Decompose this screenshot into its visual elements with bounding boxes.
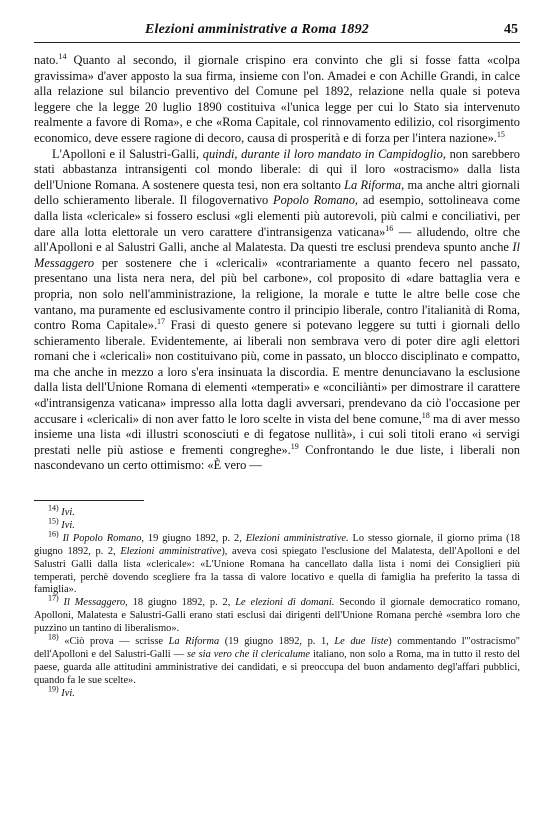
text-run: — alludendo, oltre che all'Apolloni e al Salustri Galli, anche al Malatesta. Da questi tre esclusi prendeva spunto anche (34, 224, 521, 255)
page-number: 45 (504, 22, 518, 37)
text-run-italic: La Riforma (168, 636, 220, 648)
text-run-italic: Ivi. (61, 507, 75, 519)
text-run-italic: quindi, durante il loro mandato in Campidoglio, (202, 146, 446, 161)
text-run: italiano, non solo a Roma, ma in tutto il resto del paese, guarda alle attitudini amministrative dei candidati, e si preoccupa del buon andamento degl'affari pubblici, quando fa le sue scelte». (34, 649, 521, 686)
footnote-number: 15) (48, 516, 59, 526)
text-run: L'Apolloni e il Salustri-Galli, (52, 146, 203, 161)
text-run: ) commentando l'"ostracismo" dell'Apolloni e del Salustri-Galli — (34, 636, 521, 660)
footnote-ref: 19 (290, 441, 299, 451)
text-run-italic: Le due liste (334, 636, 389, 648)
text-run-italic: Popolo Romano, (273, 193, 358, 208)
text-run: ), aveva così spiegato l'esclusione del Malatesta, dell'Apolloni e del Salustri Galli dalla lista «clericale»: «L'Unione Romana ha cancellato dalla lista i nomi dei Consiglieri più temperati, perchè dovendo scegliere fra la tassa di valore locativo e quella di famiglia ha preferito la tassa di famiglia». (34, 545, 520, 596)
running-head (34, 22, 520, 43)
footnote-number: 16) (48, 529, 59, 539)
footnote (34, 503, 520, 520)
text-run: «Ciò prova — scrisse (64, 636, 169, 648)
footnote-ref: 16 (385, 223, 394, 233)
footnote-ref: 18 (421, 410, 430, 420)
footnotes (34, 503, 521, 701)
text-run: Confrontando le due liste, i liberali non nascondevano un certo ottimismo: «È vero — (34, 442, 520, 473)
text-run: 18 giugno 1892, p. 2, (127, 597, 236, 609)
text-run-italic: Ivi. (61, 519, 75, 531)
text-run: 19 giugno 1892, p. 2, (144, 532, 246, 544)
footnote-ref: 14 (58, 51, 67, 61)
text-run-italic: Il Popolo Romano, (62, 532, 145, 544)
footnote-number: 14) (48, 503, 59, 513)
text-run: ma anche altri giornali dello schieramento liberale. Il filogovernativo (34, 177, 520, 208)
text-run: Frasi di questo genere si potevano leggere su tutti i giornali dello schieramento liberale. Evidentemente, ai liberali non sembrava vero di poter dire agli elettori romani che i «clericali» non costituivano più, come in passato, un blocco disciplinato e compatto, ma che anche in mezzo a loro s'era insinuata la discordia. E mentre denunciavano la esclusione dalla lista dell'Unione Romana di elementi «temperati» e «conciliànti» per dimostrare il carattere «d'intransigenza vaticana» impresso alla lotta dagli avversari, prendevano da ciò l'occasione per accusare i «clericali» di non aver fatto le loro scelte in vista del bene comune, (34, 318, 520, 426)
paragraph (34, 147, 520, 474)
text-run: ma di aver messo insieme una lista «di illustri sconosciuti e di fegatose nullità», i cui soli titoli erano «i servigi prestati nelle più astiose e frementi congreghe». (34, 411, 521, 457)
running-title: Elezioni amministrative a Roma 1892 (144, 22, 370, 37)
footnote-divider (34, 500, 144, 501)
footnote-ref: 15 (496, 129, 505, 139)
footnote-ref: 17 (157, 316, 166, 326)
footnote (34, 684, 520, 701)
footnote (34, 593, 520, 636)
footnote (34, 516, 520, 533)
footnote (34, 632, 521, 688)
text-run: Lo stesso giornale, il giorno prima (18 giugno 1892, p. 2, (34, 532, 520, 557)
footnote-number: 17) (48, 593, 59, 603)
text-run-italic: Il Messaggero, (63, 597, 128, 609)
text-run: Quanto al secondo, il giornale crispino era convinto che gli si fosse fatta «colpa gravissima» d'aver apposto la sua firma, insieme con l'on. Amadei e con Achille Grandi, in calce alla relazione sul bilancio preventivo del Comune pel 1892, relazione nella quale si poteva leggere che la legge 20 luglio 1890 costituiva «l'unica legge per cui lo Stato sia intervenuto realmente a favore di Roma», e che «Roma Capitale, col rinnovamento edilizio, col risorgimento economico, deve essere ragione di decoro, causa di prosperità e di forza per l'intera nazione». (34, 53, 520, 145)
text-run: ad esempio, sottolineava come dalla lista «clericale» si fossero esclusi «gli elementi più autorevoli, più calmi e conciliativi, per dare alla lotta elettorale un vero carattere d'intransigenza vaticana» (34, 193, 520, 239)
text-run: Secondo il giornale democratico romano, Apolloni, Malatesta e Salustri-Galli erano stati esclusi dai dirigenti dell'Unione Romana perchè «sembra loro che puzzino un tantino di liberalismo». (34, 597, 520, 635)
text-run: nato. (34, 53, 59, 67)
text-run-italic: Ivi. (61, 687, 75, 699)
text-run-italic: Il Messaggero (34, 240, 520, 270)
text-run-italic: Le elezioni di domani. (235, 597, 335, 609)
text-run-italic: La Riforma, (344, 177, 405, 192)
text-run-italic: Elezioni amministrative (120, 545, 222, 557)
text-run: non sarebbero stati abbastanza intransigenti col mondo liberale: di qui il loro «ostracismo» dalla lista dell'Unione Romana. A sostenere questa tesi, non era soltanto (34, 146, 520, 192)
footnote (34, 529, 520, 598)
main-text (34, 53, 520, 474)
footnote-number: 19) (48, 684, 59, 694)
text-run: (19 giugno 1892, p. 1, (219, 636, 335, 648)
text-run: per sostenere che i «clericali» «contrariamente a quanto fecero nel passato, presentano una lista nera nera, del più bel carbone», col proposito di «dare battaglia vera e propria, non solo nell'amministrazione, la religione, la morale e tutte le altre belle cose che vantano, ma puramente ed esclusivamente contro il principio liberale, contro l'italianità di Roma, contro Roma Capitale». (34, 255, 520, 333)
text-run-italic: Elezioni amministrative. (245, 532, 349, 544)
text-run-italic: se sia vero che il clericalume (187, 649, 311, 660)
footnote-number: 18) (48, 632, 59, 642)
paragraph (34, 53, 520, 147)
